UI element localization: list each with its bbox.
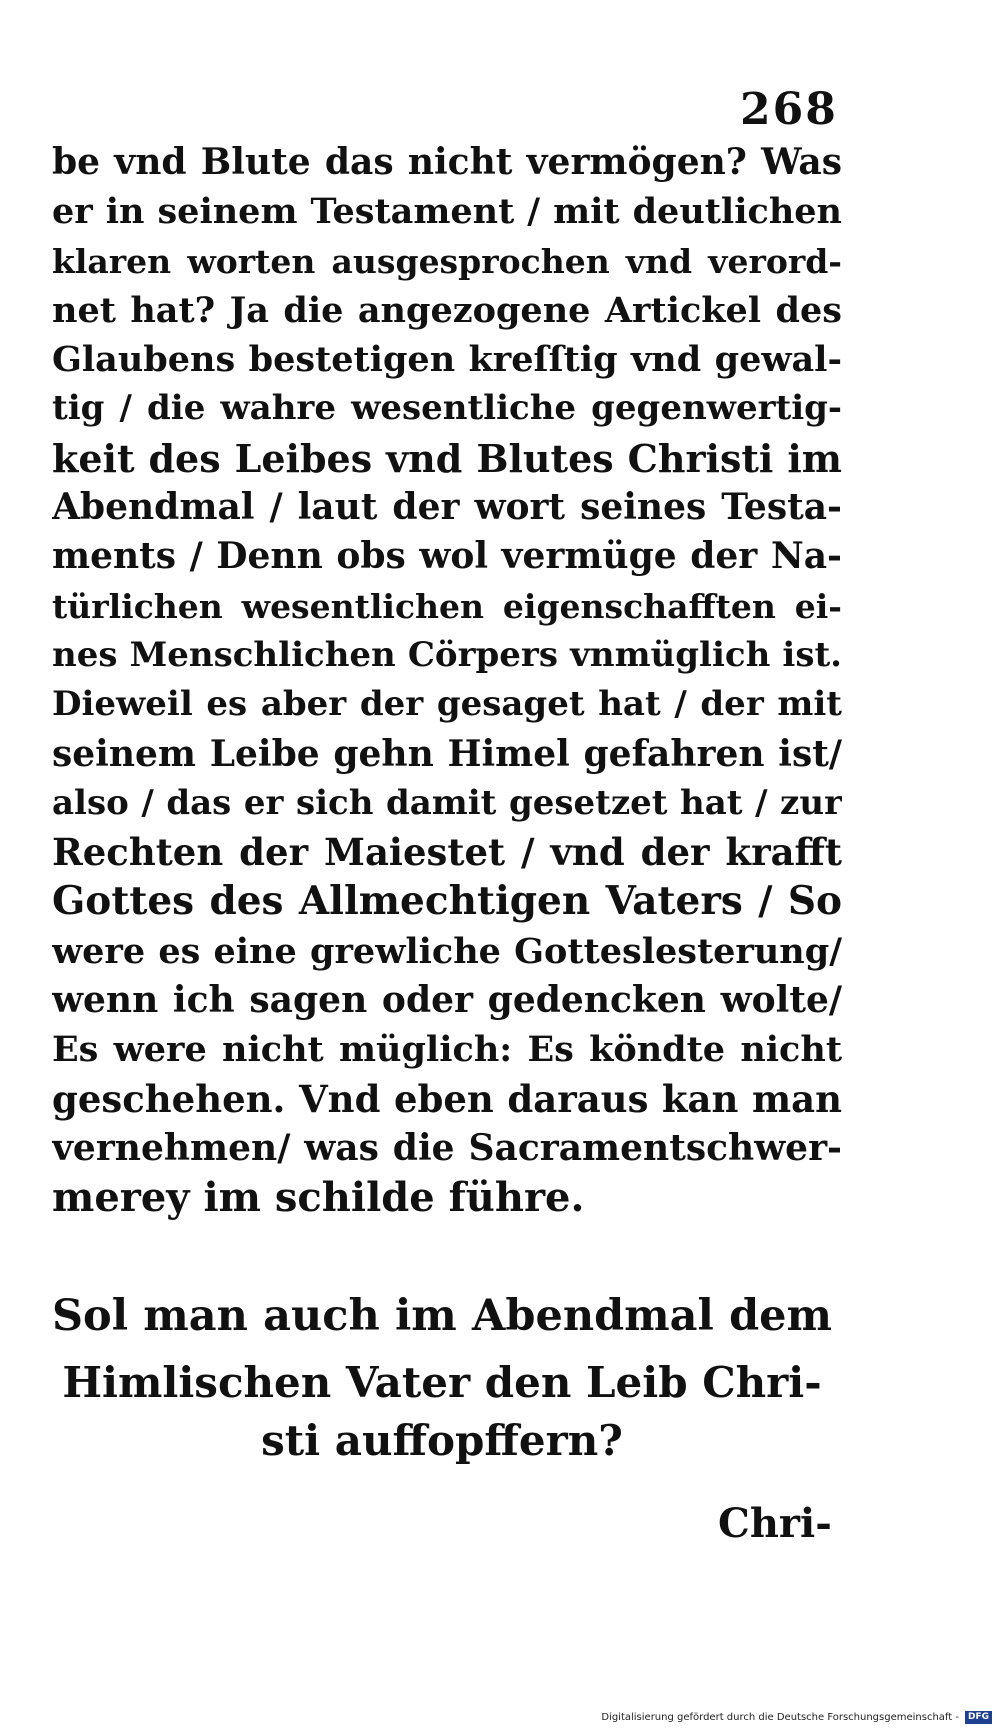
heading-line: sti auffopffern? [261,1416,623,1465]
page-number: 268 [740,84,838,135]
text-line: türlichen wesentlichen eigenschafften ei- [52,586,842,626]
text-line: seinem Leibe gehn Himel gefahren ist/ [52,732,842,775]
catchword: Chri- [718,1500,832,1547]
text-line: also / das er sich damit gesetzet hat / zur [52,782,842,823]
footer-text: Digitalisierung gefördert durch die Deutsche Forschungsgemeinschaft - [601,1712,959,1723]
text-line: net hat? Ja die angezogene Artickel des [52,289,842,331]
text-line: merey im schilde führe. [52,1174,585,1222]
text-line: Glaubens bestetigen kreſſtig vnd gewal- [52,339,842,381]
text-line: nes Menschlichen Cörpers vnmüglich ist. [52,634,842,675]
text-line: keit des Leibes vnd Blutes Christi im [52,435,842,481]
text-line: er in seinem Testament / mit deutlichen [52,191,842,233]
text-line: klaren worten ausgesprochen vnd verord- [52,241,842,281]
text-line: geschehen. Vnd eben daraus kan man [52,1076,842,1121]
text-line: Abendmal / laut der wort seines Testa- [52,486,842,529]
text-line: Gottes des Allmechtigen Vaters / So [52,878,842,925]
digitization-footer [601,1711,992,1724]
text-line: be vnd Blute das nicht vermögen? Was [52,141,842,183]
text-line: Rechten der Maiestet / vnd der krafft [52,830,842,875]
heading-line: Himlischen Vater den Leib Chri- [62,1358,822,1407]
text-line: wenn ich sagen oder gedencken wolte/ [52,979,842,1022]
text-line: Dieweil es aber der gesaget hat / der mit [52,684,842,725]
text-line: were es eine grewliche Gotteslesterung/ [52,930,842,972]
text-line: ments / Denn obs wol vermüge der Na- [52,535,842,578]
text-line: vernehmen/ was die Sacramentschwer- [52,1126,842,1169]
body-text [52,138,842,1223]
dfg-logo-icon: DFG [965,1711,992,1724]
text-line: tig / die wahre wesentliche gegenwertig- [52,388,842,429]
text-line: Es were nicht müglich: Es köndte nicht [52,1029,842,1071]
section-heading [52,1278,832,1470]
heading-line: Sol man auch im Abendmal dem [52,1291,832,1341]
